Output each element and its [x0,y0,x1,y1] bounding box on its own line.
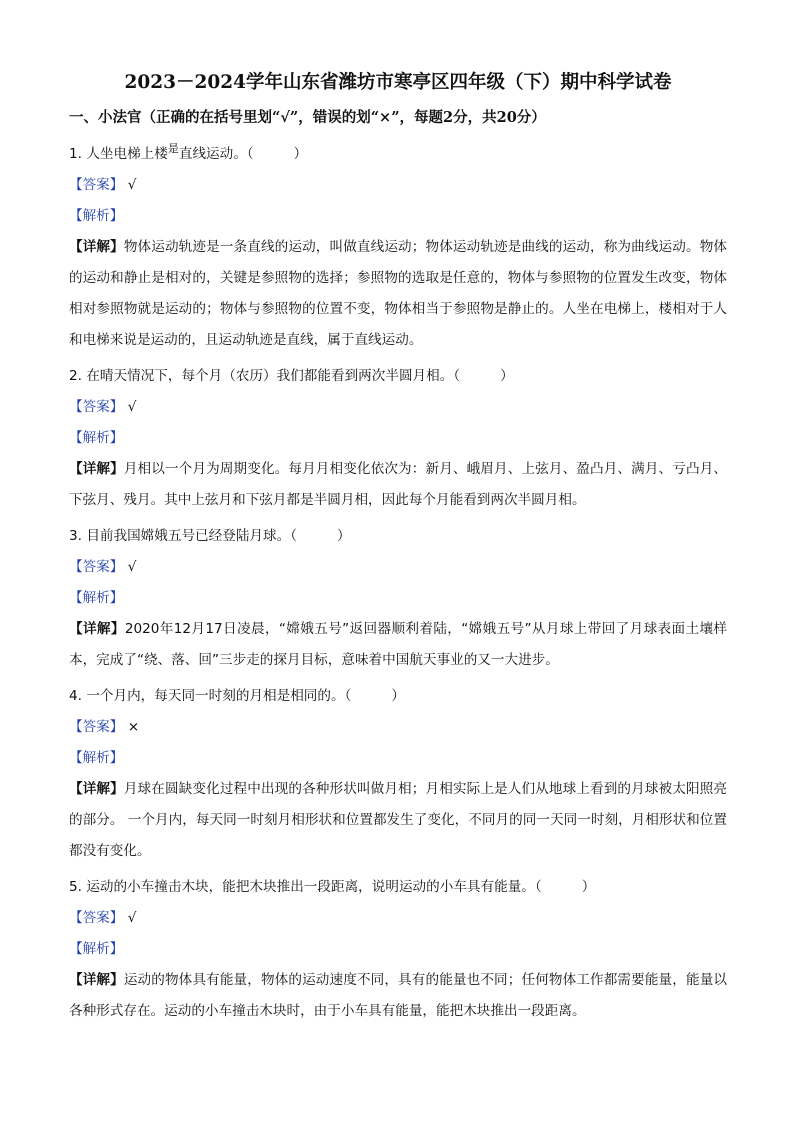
answer-paren-close: ） [293,146,308,162]
question-text-superscript: 是 [167,142,179,155]
detail-label: 【详解】 [69,621,125,637]
detail-paragraph [69,614,727,676]
answer-label: 【答案】 [69,559,124,575]
section-heading: 一、小法官（正确的在括号里划“√”，错误的划“×”，每题2分，共20分） [69,109,546,126]
document-title: 2023－2024学年山东省潍坊市寒亭区四年级（下）期中科学试卷 [124,72,672,93]
question-number: 3. [69,528,82,544]
detail-paragraph [69,232,727,356]
answer-value: √ [127,910,137,926]
answer-paren-close: ） [581,879,596,895]
answer-value: √ [127,559,137,575]
answer-line [69,170,727,201]
detail-text: 2020年12月17日凌晨，“嫦娥五号”返回器顺利着陆，“嫦娥五号”从月球上带回了月球表面土壤样本，完成了“绕、落、回”三步走的探月目标，意味着中国航天事业的又一大进步。 [69,621,727,668]
answer-line [69,903,727,934]
answer-value: × [127,719,140,735]
answer-value: √ [127,399,137,415]
question-text [69,139,727,170]
answer-label: 【答案】 [69,177,124,193]
analysis-label: 【解析】 [69,750,124,766]
analysis-line [69,743,727,774]
analysis-line [69,201,727,232]
analysis-line [69,423,727,454]
answer-paren-close: ） [500,368,514,384]
answer-paren-open: （ [344,688,352,704]
answer-line [69,552,727,583]
question-text [69,361,727,392]
analysis-label: 【解析】 [69,208,124,224]
question-number: 4. [69,688,82,704]
question-block [69,521,727,676]
question-text-main: 运动的小车撞击木块，能把木块推出一段距离，说明运动的小车具有能量。 [86,879,535,895]
analysis-label: 【解析】 [69,430,124,446]
analysis-line [69,934,727,965]
document-page [69,70,727,1027]
detail-text: 物体运动轨迹是一条直线的运动，叫做直线运动；物体运动轨迹是曲线的运动，称为曲线运动。物体的运动和静止是相对的，关键是参照物的选择；参照物的选取是任意的，物体与参照物的位置发生改变，物体相对参照物就是运动的；物体与参照物的位置不变，物体相当于参照物是静止的。人坐在电梯上，楼相对于人和电梯来说是运动的，且运动轨迹是直线，属于直线运动。 [69,239,727,348]
question-block [69,681,727,867]
detail-text: 月球在圆缺变化过程中出现的各种形状叫做月相；月相实际上是人们从地球上看到的月球被太阳照亮的部分。 一个月内，每天同一时刻月相形状和位置都发生了变化，不同月的同一天同一时刻，月相形状和位置都没有变化。 [69,781,727,859]
question-number: 1. [69,146,82,162]
answer-paren-close: ） [337,528,351,544]
answer-value: √ [127,177,137,193]
answer-paren-open: （ [534,879,542,895]
detail-paragraph [69,965,727,1027]
answer-line [69,712,727,743]
question-block [69,139,727,356]
detail-paragraph [69,774,727,867]
question-text-main: 目前我国嫦娥五号已经登陆月球。 [86,528,291,544]
detail-label: 【详解】 [69,972,124,988]
question-text-main: 一个月内，每天同一时刻的月相是相同的。 [86,688,345,704]
analysis-line [69,583,727,614]
detail-label: 【详解】 [69,461,124,477]
question-number: 5. [69,879,82,895]
detail-paragraph [69,454,727,516]
answer-label: 【答案】 [69,719,124,735]
detail-text: 运动的物体具有能量，物体的运动速度不同，具有的能量也不同；任何物体工作都需要能量，能量以各种形式存在。运动的小车撞击木块时，由于小车具有能量，能把木块推出一段距离。 [69,972,727,1019]
question-text-main: 在晴天情况下，每个月（农历）我们都能看到两次半圆月相。 [86,368,454,384]
question-text [69,681,727,712]
answer-paren-open: （ [290,528,298,544]
answer-paren-open: （ [453,368,461,384]
detail-label: 【详解】 [69,239,124,255]
question-text-end: 直线运动。 [178,146,247,162]
question-list [69,139,727,1027]
detail-label: 【详解】 [69,781,124,797]
answer-label: 【答案】 [69,910,124,926]
detail-text: 月相以一个月为周期变化。每月月相变化依次为：新月、峨眉月、上弦月、盈凸月、满月、亏凸月、下弦月、残月。其中上弦月和下弦月都是半圆月相，因此每个月能看到两次半圆月相。 [69,461,727,508]
question-block [69,361,727,516]
question-text [69,521,727,552]
question-block [69,872,727,1027]
question-text-main: 人坐电梯上楼 [86,146,168,162]
answer-paren-close: ） [391,688,405,704]
analysis-label: 【解析】 [69,590,124,606]
answer-line [69,392,727,423]
analysis-label: 【解析】 [69,941,124,957]
question-text [69,872,727,903]
answer-paren-open: （ [246,146,254,162]
answer-label: 【答案】 [69,399,124,415]
question-number: 2. [69,368,82,384]
